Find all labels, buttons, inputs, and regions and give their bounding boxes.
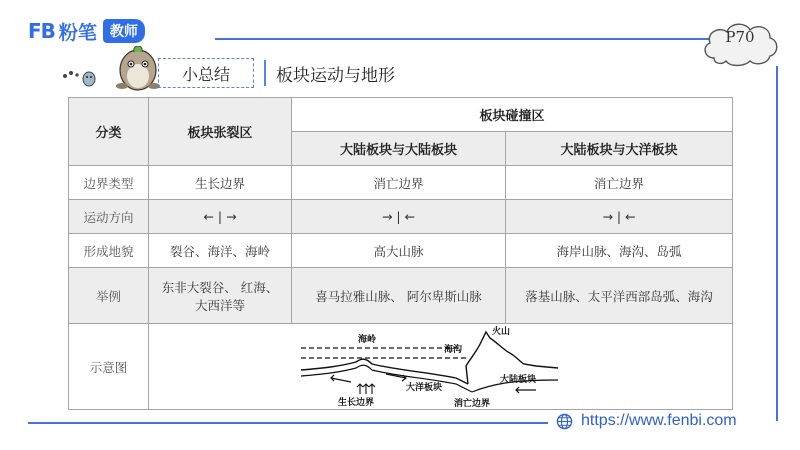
brand-logo xyxy=(28,18,145,44)
header-collision-group: 板块碰撞区 xyxy=(292,98,733,132)
cell-divergent xyxy=(149,268,292,324)
cell-cont-cont: → | ← xyxy=(292,200,506,234)
label-continental-plate: 大陆板块 xyxy=(499,374,536,385)
row-label: 示意图 xyxy=(69,324,149,410)
row-label: 边界类型 xyxy=(69,166,149,200)
logo-name: 粉笔 xyxy=(58,21,97,44)
cell-divergent: 生长边界 xyxy=(149,166,292,200)
frame-right-line xyxy=(776,66,778,421)
table-row xyxy=(69,324,733,410)
label-ridge: 海岭 xyxy=(357,334,376,345)
label-growth-boundary: 生长边界 xyxy=(337,397,374,408)
cell-cont-ocean: 落基山脉、太平洋西部岛弧、海沟 xyxy=(506,268,733,324)
label-trench: 海沟 xyxy=(443,344,462,355)
oceanic-plate-line xyxy=(301,365,472,392)
table-row xyxy=(69,268,733,324)
cell-divergent-line1: 东非大裂谷、 红海、 xyxy=(161,279,279,295)
logo-mark: FB xyxy=(28,19,55,43)
table-row xyxy=(69,166,733,200)
header-category: 分类 xyxy=(69,98,149,166)
up-arrow xyxy=(363,384,369,394)
label-volcano: 火山 xyxy=(491,326,510,337)
header-cont-ocean: 大陆板块与大洋板块 xyxy=(506,132,733,166)
cell-cont-ocean: 消亡边界 xyxy=(506,166,733,200)
diagram-cell xyxy=(149,324,733,410)
globe-icon xyxy=(556,413,573,430)
table-row xyxy=(69,234,733,268)
website-link[interactable] xyxy=(556,412,737,430)
label-oceanic-plate: 大洋板块 xyxy=(405,382,442,393)
header-cont-cont: 大陆板块与大陆板块 xyxy=(292,132,506,166)
up-arrow xyxy=(369,384,375,394)
cell-cont-ocean: 海岸山脉、海沟、岛弧 xyxy=(506,234,733,268)
page-number: P70 xyxy=(725,28,755,46)
row-label: 形成地貌 xyxy=(69,234,149,268)
heading-divider xyxy=(264,60,266,86)
cell-cont-cont: 消亡边界 xyxy=(292,166,506,200)
logo-badge: 教师 xyxy=(103,19,145,43)
row-label: 举例 xyxy=(69,268,149,324)
left-arrow xyxy=(516,387,536,393)
cell-cont-ocean: → | ← xyxy=(506,200,733,234)
table-row xyxy=(69,200,733,234)
cell-cont-cont: 高大山脉 xyxy=(292,234,506,268)
plate-diagram xyxy=(296,326,586,408)
website-url[interactable]: https://www.fenbi.com xyxy=(581,412,737,429)
cell-divergent-line2: 大西洋等 xyxy=(194,297,245,313)
page-title: 板块运动与地形 xyxy=(276,66,395,86)
label-subduction-boundary: 消亡边界 xyxy=(453,398,490,408)
summary-table xyxy=(68,97,733,410)
ocean-floor-line xyxy=(301,359,468,384)
frame-top-line xyxy=(215,38,718,40)
cell-divergent: ← | → xyxy=(149,200,292,234)
row-label: 运动方向 xyxy=(69,200,149,234)
summary-label-box: 小总结 xyxy=(158,58,254,88)
header-divergent: 板块张裂区 xyxy=(149,98,292,166)
cell-cont-cont: 喜马拉雅山脉、 阿尔卑斯山脉 xyxy=(292,268,506,324)
up-arrow xyxy=(357,384,363,394)
frame-bottom-line xyxy=(28,422,548,424)
mascot-icon xyxy=(62,46,162,92)
cell-divergent: 裂谷、海洋、海岭 xyxy=(149,234,292,268)
left-arrow xyxy=(331,375,351,382)
